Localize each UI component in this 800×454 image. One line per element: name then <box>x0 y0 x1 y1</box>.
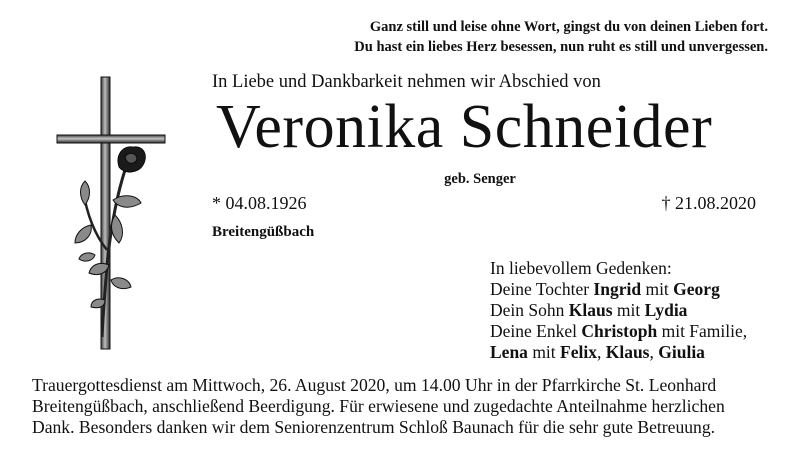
mourners-heading: In liebevollem Gedenken: <box>490 258 672 278</box>
maiden-name: geb. Senger <box>444 171 516 187</box>
service-line-3: Dank. Besonders danken wir dem Seniorenzentrum Schloß Baunach für die sehr gute Betreuung. <box>32 417 716 437</box>
intro-text: In Liebe und Dankbarkeit nehmen wir Abschied von <box>212 72 601 92</box>
poem <box>200 17 768 57</box>
mourner-line-grandchildren: Deine Enkel Christoph mit Familie, <box>490 321 748 341</box>
death-date: † 21.08.2020 <box>661 193 756 213</box>
poem-line-1: Ganz still und leise ohne Wort, gingst du von deinen Lieben fort. <box>369 19 768 35</box>
mourners-list <box>490 258 747 363</box>
deceased-name: Veronika Schneider <box>216 93 713 161</box>
service-text <box>32 375 770 438</box>
service-line-1: Trauergottesdienst am Mittwoch, 26. August 2020, um 14.00 Uhr in der Pfarrkirche St. Leonhard <box>32 375 717 395</box>
birth-date: * 04.08.1926 <box>212 193 307 213</box>
mourner-line-son: Dein Sohn Klaus mit Lydia <box>490 300 688 320</box>
service-line-2: Breitengüßbach, anschließend Beerdigung. Für erwiesene und zugedachte Anteilnahme herzlichen <box>32 396 725 416</box>
mourner-line-daughter: Deine Tochter Ingrid mit Georg <box>490 279 720 299</box>
poem-line-2: Du hast ein liebes Herz besessen, nun ruht es still und unvergessen. <box>354 39 768 55</box>
place-of-residence: Breitengüßbach <box>212 224 315 240</box>
cross-with-rose-icon <box>45 75 175 355</box>
mourner-line-grandchildren-2: Lena mit Felix, Klaus, Giulia <box>490 342 705 362</box>
